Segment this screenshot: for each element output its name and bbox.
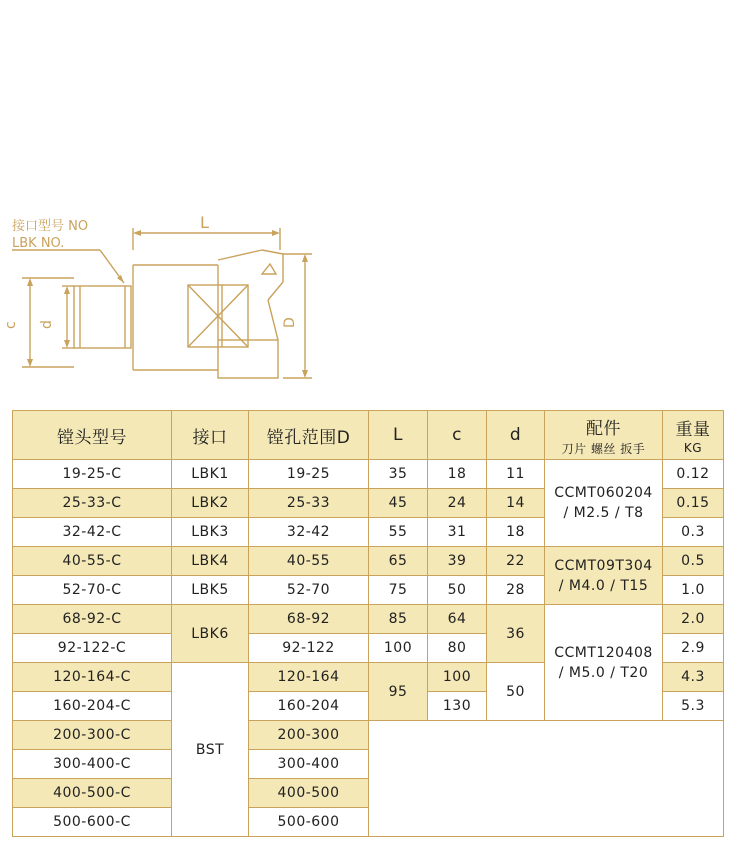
cell-L: 45 — [369, 489, 428, 518]
cell-d: 18 — [487, 518, 545, 547]
cell-range: 400-500 — [249, 779, 369, 808]
header-L: L — [369, 411, 428, 460]
cell-c: 100 — [428, 663, 487, 692]
cell-c: 50 — [428, 576, 487, 605]
cell-L: 100 — [369, 634, 428, 663]
cell-weight: 0.15 — [663, 489, 724, 518]
cell-range: 500-600 — [249, 808, 369, 837]
cell-range: 120-164 — [249, 663, 369, 692]
accessory-insert: CCMT09T304 — [554, 557, 653, 574]
header-accessory-title: 配件 — [586, 418, 621, 439]
cell-interface: BST — [172, 663, 249, 837]
cell-weight: 5.3 — [663, 692, 724, 721]
cell-accessory — [545, 460, 663, 547]
cell-weight: 1.0 — [663, 576, 724, 605]
callout-label-en: LBK NO. — [12, 236, 65, 251]
table-row — [13, 721, 724, 750]
cell-L: 75 — [369, 576, 428, 605]
cell-c: 80 — [428, 634, 487, 663]
cell-range: 300-400 — [249, 750, 369, 779]
cell-c: 31 — [428, 518, 487, 547]
cell-range: 52-70 — [249, 576, 369, 605]
cell-L: 35 — [369, 460, 428, 489]
cell-weight: 0.3 — [663, 518, 724, 547]
cell-range: 19-25 — [249, 460, 369, 489]
dimension-label-c: c — [3, 321, 19, 329]
cell-c: 24 — [428, 489, 487, 518]
cell-model: 32-42-C — [13, 518, 172, 547]
cell-d: 11 — [487, 460, 545, 489]
cell-interface: LBK6 — [172, 605, 249, 663]
cell-range: 68-92 — [249, 605, 369, 634]
cell-c: 39 — [428, 547, 487, 576]
header-weight — [663, 411, 724, 460]
cell-model: 92-122-C — [13, 634, 172, 663]
cell-model: 200-300-C — [13, 721, 172, 750]
cell-accessory — [545, 605, 663, 721]
dimension-label-d: d — [39, 320, 55, 329]
header-d: d — [487, 411, 545, 460]
cell-range: 25-33 — [249, 489, 369, 518]
header-model: 镗头型号 — [13, 411, 172, 460]
table-row — [13, 460, 724, 489]
boring-head-drawing — [0, 190, 742, 390]
cell-model: 19-25-C — [13, 460, 172, 489]
header-weight-title: 重量 — [675, 420, 711, 440]
header-c: c — [428, 411, 487, 460]
cell-weight: 2.0 — [663, 605, 724, 634]
cell-L: 95 — [369, 663, 428, 721]
cell-model: 500-600-C — [13, 808, 172, 837]
cell-model: 25-33-C — [13, 489, 172, 518]
cell-range: 32-42 — [249, 518, 369, 547]
dimension-label-D: D — [282, 317, 298, 328]
cell-model: 52-70-C — [13, 576, 172, 605]
header-accessory-sub: 刀片 螺丝 扳手 — [561, 441, 646, 456]
cell-range: 160-204 — [249, 692, 369, 721]
cell-range: 40-55 — [249, 547, 369, 576]
cell-model: 160-204-C — [13, 692, 172, 721]
cell-range: 92-122 — [249, 634, 369, 663]
cell-accessory — [545, 547, 663, 605]
cell-model: 300-400-C — [13, 750, 172, 779]
header-weight-unit: KG — [683, 441, 703, 455]
cell-interface: LBK1 — [172, 460, 249, 489]
cell-weight: 0.12 — [663, 460, 724, 489]
cell-L: 65 — [369, 547, 428, 576]
cell-model: 40-55-C — [13, 547, 172, 576]
cell-d: 28 — [487, 576, 545, 605]
cell-weight: 2.9 — [663, 634, 724, 663]
cell-c: 18 — [428, 460, 487, 489]
cell-d: 50 — [487, 663, 545, 721]
accessory-insert: CCMT120408 — [554, 644, 653, 661]
empty-area — [369, 721, 724, 837]
cell-L: 55 — [369, 518, 428, 547]
spec-table — [12, 410, 724, 837]
cell-c: 130 — [428, 692, 487, 721]
cell-range: 200-300 — [249, 721, 369, 750]
cell-weight: 4.3 — [663, 663, 724, 692]
cell-d: 22 — [487, 547, 545, 576]
cell-model: 120-164-C — [13, 663, 172, 692]
cell-model: 68-92-C — [13, 605, 172, 634]
accessory-screw-wrench: / M4.0 / T15 — [558, 577, 649, 594]
cell-interface: LBK3 — [172, 518, 249, 547]
cell-d: 36 — [487, 605, 545, 663]
table-row — [13, 547, 724, 576]
table-header-row — [13, 411, 724, 460]
header-accessory — [545, 411, 663, 460]
header-interface: 接口 — [172, 411, 249, 460]
table-row — [13, 605, 724, 634]
cell-c: 64 — [428, 605, 487, 634]
cell-model: 400-500-C — [13, 779, 172, 808]
cell-L: 85 — [369, 605, 428, 634]
accessory-screw-wrench: / M5.0 / T20 — [558, 664, 649, 681]
header-range: 镗孔范围D — [249, 411, 369, 460]
cell-interface: LBK4 — [172, 547, 249, 576]
cell-weight: 0.5 — [663, 547, 724, 576]
cell-interface: LBK5 — [172, 576, 249, 605]
accessory-screw-wrench: / M2.5 / T8 — [563, 505, 644, 521]
cell-d: 14 — [487, 489, 545, 518]
cell-interface: LBK2 — [172, 489, 249, 518]
dimension-label-L: L — [200, 213, 209, 232]
accessory-insert: CCMT060204 — [554, 485, 653, 501]
callout-label-cn: 接口型号 NO — [12, 219, 89, 234]
